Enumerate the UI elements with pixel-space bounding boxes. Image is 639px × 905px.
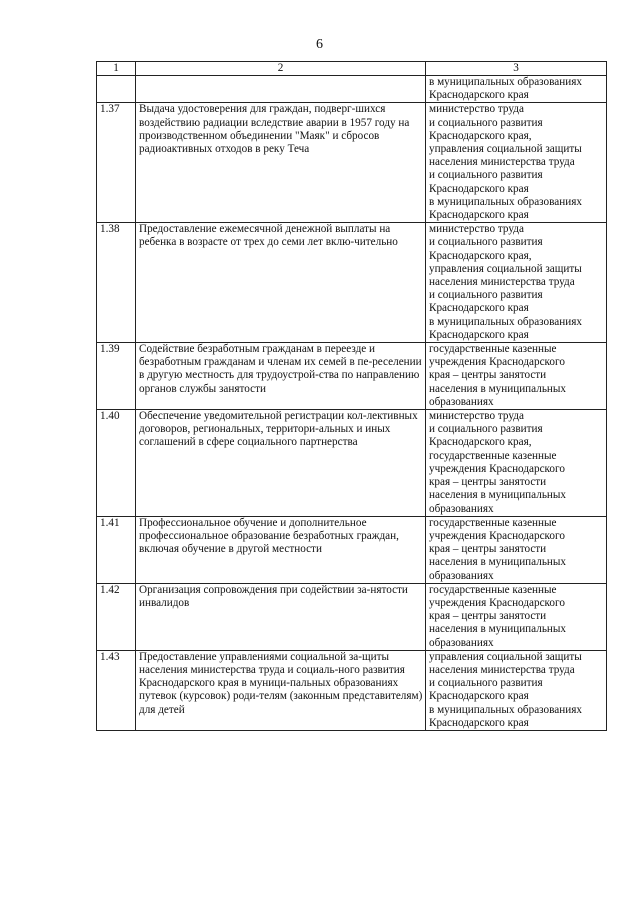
responsible-organization: управления социальной защиты населения министерства труда и социального развития Краснодарского края в муниципальных образованиях Краснодарского края xyxy=(426,650,607,730)
service-name: Организация сопровождения при содействии за-нятости инвалидов xyxy=(136,583,426,650)
table-row xyxy=(97,103,607,223)
service-name: Профессиональное обучение и дополнительное профессиональное образование безработных граждан, включая обучение в другой местности xyxy=(136,516,426,583)
column-header-number: 1 xyxy=(97,62,136,76)
table-row xyxy=(97,583,607,650)
service-name xyxy=(136,76,426,103)
table-row xyxy=(97,650,607,730)
row-number: 1.40 xyxy=(97,410,136,517)
table-header xyxy=(97,62,607,76)
row-number: 1.42 xyxy=(97,583,136,650)
responsible-organization: министерство труда и социального развития Краснодарского края, управления социальной защиты населения министерства труда и социального развития Краснодарского края в муниципальных образованиях Краснодарского края xyxy=(426,103,607,223)
row-number: 1.43 xyxy=(97,650,136,730)
table-row xyxy=(97,343,607,410)
responsible-organization: государственные казенные учреждения Краснодарского края – центры занятости населения в муниципальных образованиях xyxy=(426,516,607,583)
row-number: 1.39 xyxy=(97,343,136,410)
table-row xyxy=(97,410,607,517)
row-number: 1.41 xyxy=(97,516,136,583)
row-number xyxy=(97,76,136,103)
row-number: 1.37 xyxy=(97,103,136,223)
responsible-organization: в муниципальных образованиях Краснодарского края xyxy=(426,76,607,103)
responsible-organization: министерство труда и социального развития Краснодарского края, государственные казенные учреждения Краснодарского края – центры занятости населения в муниципальных образованиях xyxy=(426,410,607,517)
service-name: Предоставление управлениями социальной за-щиты населения министерства труда и социаль-ного развития Краснодарского края в муници-пальных образованиях путевок (курсовок) роди-телям (законным представителям) для детей xyxy=(136,650,426,730)
services-table xyxy=(96,61,607,731)
responsible-organization: государственные казенные учреждения Краснодарского края – центры занятости населения в муниципальных образованиях xyxy=(426,343,607,410)
responsible-organization: министерство труда и социального развития Краснодарского края, управления социальной защиты населения министерства труда и социального развития Краснодарского края в муниципальных образованиях Краснодарского края xyxy=(426,223,607,343)
header-row xyxy=(97,62,607,76)
column-header-service: 2 xyxy=(136,62,426,76)
row-number: 1.38 xyxy=(97,223,136,343)
responsible-organization: государственные казенные учреждения Краснодарского края – центры занятости населения в муниципальных образованиях xyxy=(426,583,607,650)
column-header-organization: 3 xyxy=(426,62,607,76)
service-name: Обеспечение уведомительной регистрации кол-лективных договоров, региональных, территори-альных и иных соглашений в сфере социального партнерства xyxy=(136,410,426,517)
table-row xyxy=(97,223,607,343)
service-name: Содействие безработным гражданам в переезде и безработным гражданам и членам их семей в пе-реселении в другую местность для трудоустрой-ства по направлению органов службы занятости xyxy=(136,343,426,410)
table-row xyxy=(97,516,607,583)
service-name: Предоставление ежемесячной денежной выплаты на ребенка в возрасте от трех до семи лет вклю-чительно xyxy=(136,223,426,343)
service-name: Выдача удостоверения для граждан, подверг-шихся воздействию радиации вследствие аварии в 1957 году на производственном объединении "Маяк" и сбросов радиоактивных отходов в реку Теча xyxy=(136,103,426,223)
table-body xyxy=(97,76,607,731)
page-number: 6 xyxy=(316,37,323,52)
table-row-continuation xyxy=(97,76,607,103)
